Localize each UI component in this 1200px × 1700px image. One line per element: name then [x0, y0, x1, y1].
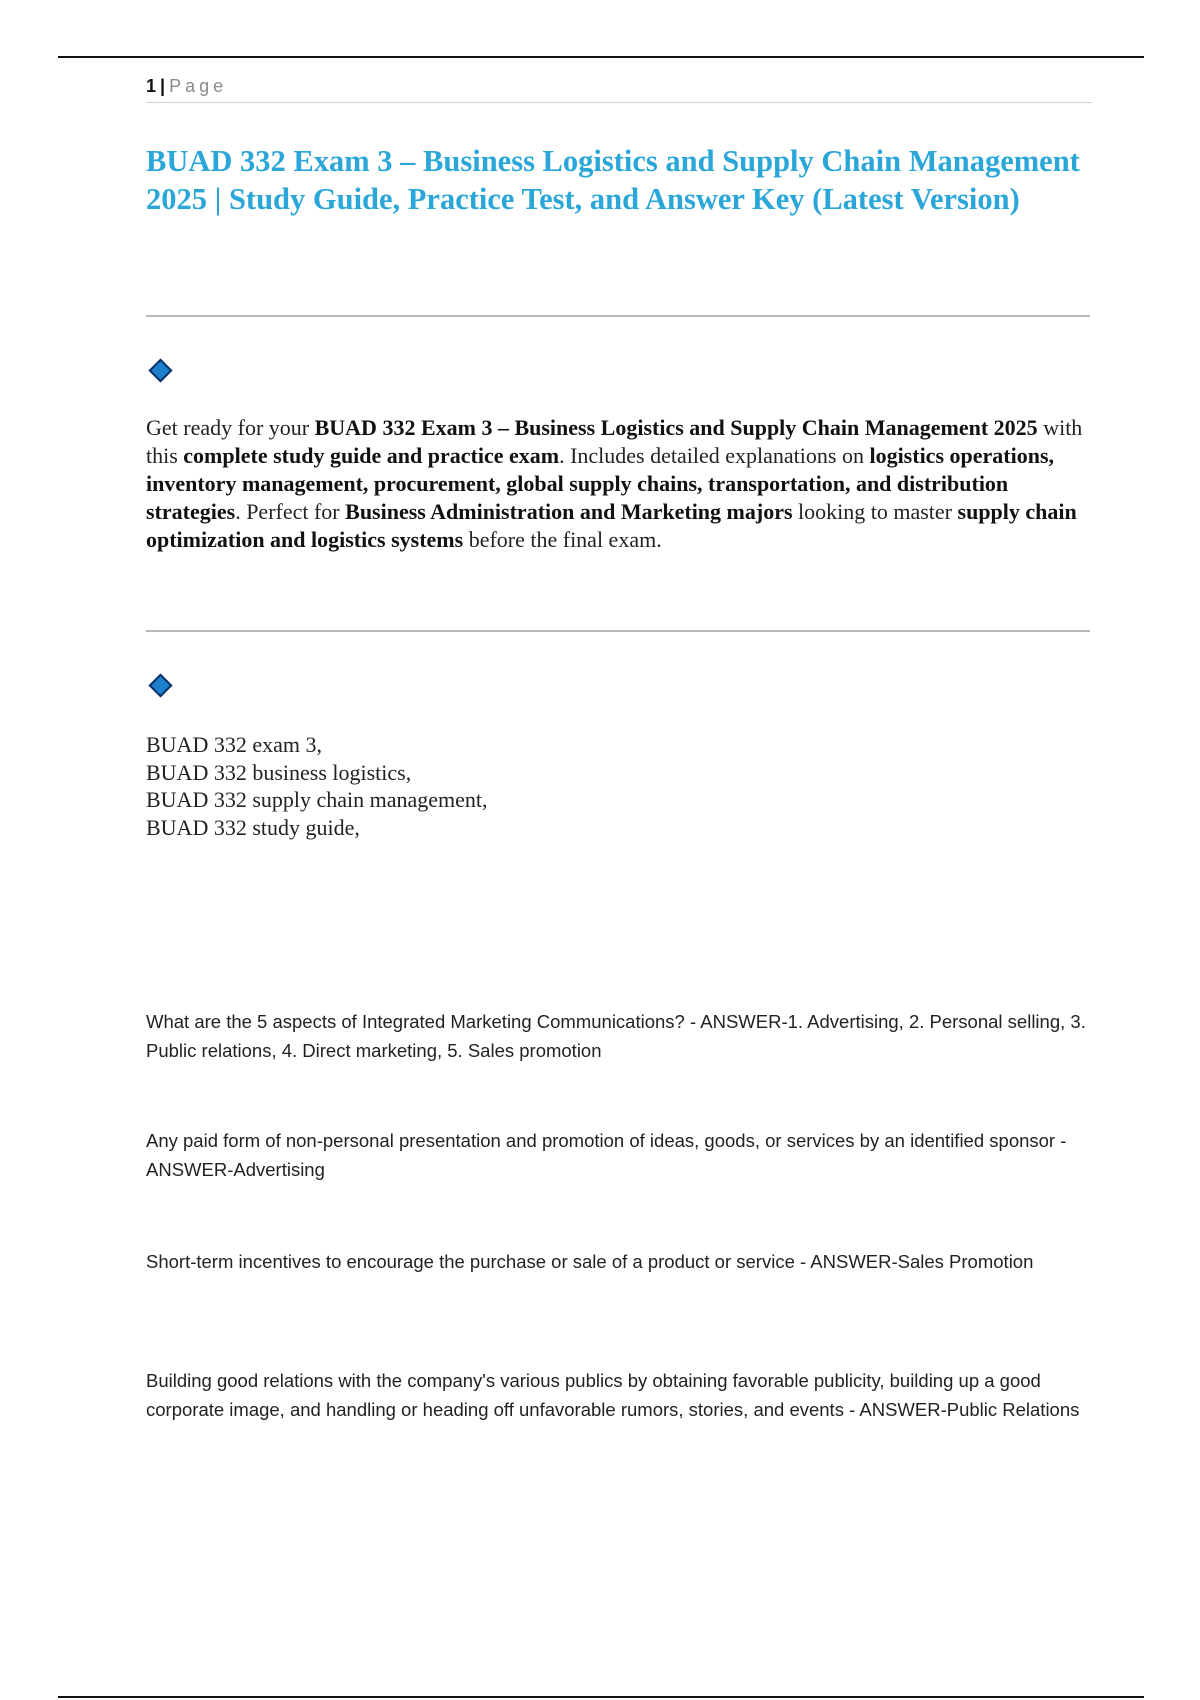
intro-text: looking to master — [792, 499, 958, 524]
intro-text: with this — [146, 415, 1083, 468]
intro-bold-topics: logistics operations, inventory management, procurement, global supply chains, transportation, and distribution strategies — [146, 443, 1055, 524]
intro-bold-course: BUAD 332 Exam 3 – Business Logistics and Supply Chain Management 2025 — [314, 415, 1038, 440]
qa-item: What are the 5 aspects of Integrated Marketing Communications? - ANSWER-1. Advertising, 2. Personal selling, 3. Public relations, 4. Direct marketing, 5. Sales promotion — [146, 1011, 1086, 1061]
page-word: Page — [169, 76, 228, 96]
page-bottom-border — [58, 1696, 1144, 1698]
qa-item: Building good relations with the company's various publics by obtaining favorable publicity, building up a good corporate image, and handling or heading off unfavorable rumors, stories, and events - ANSWER-Public Relations — [146, 1370, 1080, 1420]
document-title: BUAD 332 Exam 3 – Business Logistics and Supply Chain Management 2025 | Study Guide, Practice Test, and Answer Key (Latest Version) — [146, 144, 1080, 216]
intro-bold-majors: Business Administration and Marketing majors — [345, 499, 793, 524]
page-header-separator: | — [160, 76, 166, 96]
section-divider — [146, 315, 1090, 317]
keyword-item: BUAD 332 study guide, — [146, 814, 360, 840]
diamond-bullet-icon — [148, 673, 172, 697]
intro-text: Get ready for your — [146, 415, 315, 440]
qa-item: Any paid form of non-personal presentation and promotion of ideas, goods, or services by an identified sponsor - ANSWER-Advertising — [146, 1130, 1067, 1180]
page-number: 1 — [146, 76, 157, 96]
intro-text: . Perfect for — [235, 499, 346, 524]
page-top-border — [58, 56, 1144, 58]
intro-bold-guide: complete study guide and practice exam — [183, 443, 560, 468]
page-header — [146, 74, 1092, 103]
intro-bold-optimization: supply chain optimization and logistics systems — [146, 499, 1077, 552]
keyword-item: BUAD 332 exam 3, — [146, 732, 322, 757]
intro-paragraph — [146, 414, 1092, 554]
section-divider — [146, 630, 1090, 632]
qa-item: Short-term incentives to encourage the purchase or sale of a product or service - ANSWER-Sales Promotion — [146, 1251, 1034, 1272]
keyword-item: BUAD 332 business logistics, — [146, 759, 412, 785]
keyword-list — [146, 731, 1046, 841]
keyword-item: BUAD 332 supply chain management, — [146, 787, 488, 812]
intro-text: . Includes detailed explanations on — [559, 443, 870, 468]
diamond-bullet-icon — [148, 358, 172, 382]
intro-text: before the final exam. — [463, 527, 662, 552]
